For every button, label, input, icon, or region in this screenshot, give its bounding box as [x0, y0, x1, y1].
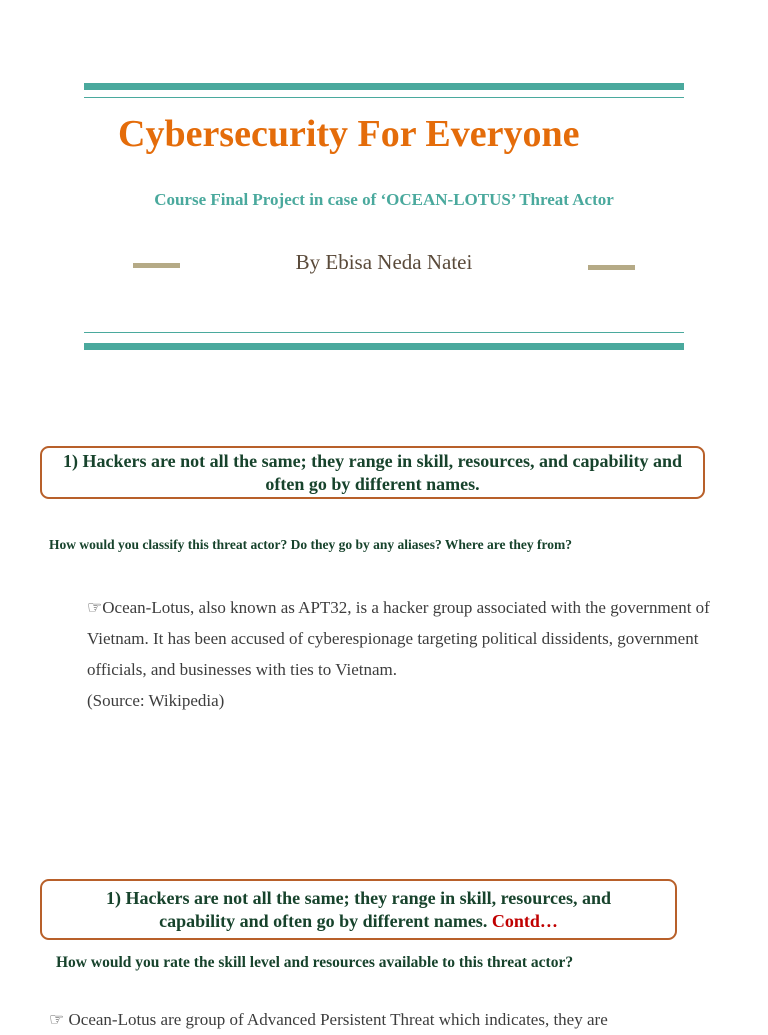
top-thick-rule: [84, 83, 684, 90]
section2-heading-line1: 1) Hackers are not all the same; they range in skill, resources, and: [106, 887, 611, 908]
section2-heading-line2: [159, 910, 558, 933]
bottom-thick-rule: [84, 343, 684, 350]
section2-question: How would you rate the skill level and resources available to this threat actor?: [56, 954, 574, 971]
source-citation: (Source: Wikipedia): [87, 691, 225, 710]
page-subtitle: Course Final Project in case of ‘OCEAN-LOTUS’ Threat Actor: [154, 190, 614, 209]
top-thin-rule: [84, 97, 684, 98]
author-line: By Ebisa Neda Natei: [295, 250, 473, 274]
section1-heading-box: [40, 446, 705, 499]
answer-line: Vietnam. It has been accused of cyberespionage targeting political dissidents, government: [87, 629, 699, 648]
answer-line: ☞Ocean-Lotus, also known as APT32, is a hacker group associated with the government of: [87, 598, 710, 617]
page-title: Cybersecurity For Everyone: [118, 113, 580, 155]
section2-heading-box: [40, 879, 677, 940]
contd-label: Contd…: [491, 910, 558, 931]
section1-heading: 1) Hackers are not all the same; they range in skill, resources, and capability and often go by different names.: [63, 450, 682, 494]
answer-line: officials, and businesses with ties to Vietnam.: [87, 660, 397, 679]
bottom-thin-rule: [84, 332, 684, 333]
right-decorative-dash: [588, 265, 635, 270]
section2-answer-line: ☞ Ocean-Lotus are group of Advanced Persistent Threat which indicates, they are: [49, 1010, 608, 1029]
section1-question: How would you classify this threat actor? Do they go by any aliases? Where are they from?: [49, 537, 572, 552]
section1-answer: [87, 592, 747, 716]
section2-heading-line2-text: capability and often go by different names.: [159, 910, 488, 931]
